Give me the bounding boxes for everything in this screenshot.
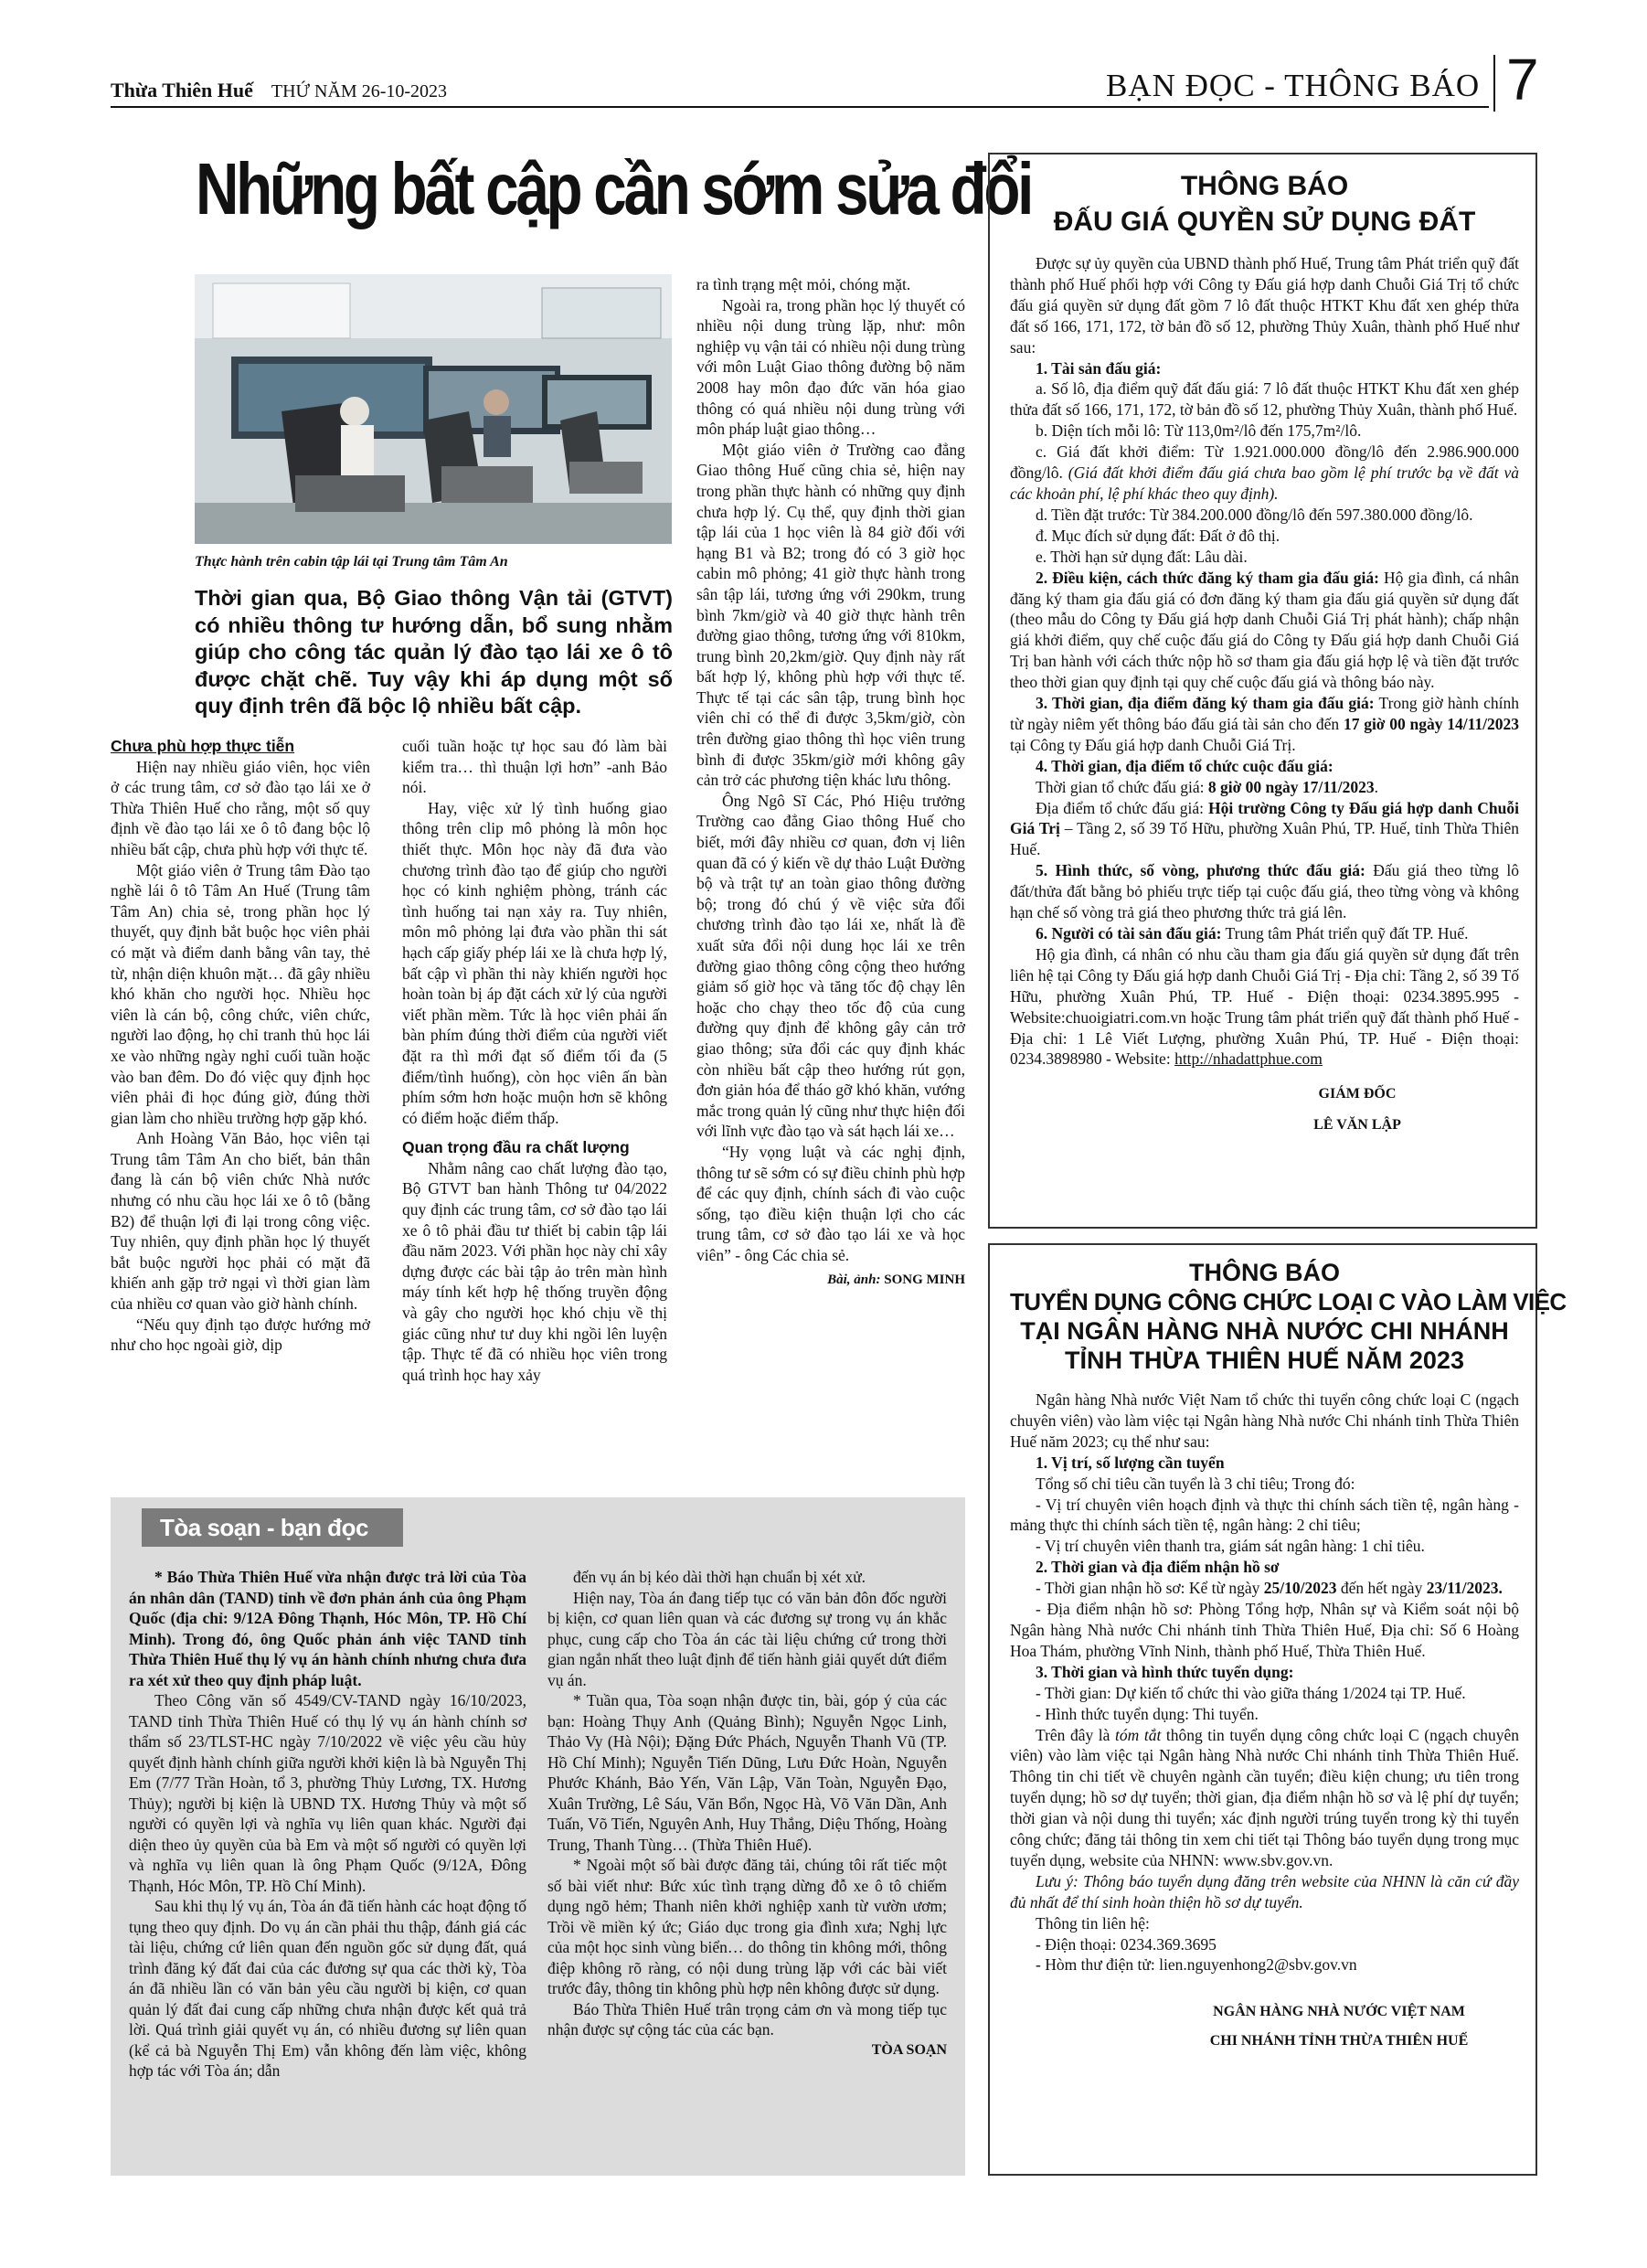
mailbox-left-column xyxy=(129,1567,526,2082)
article-paragraph: Một giáo viên ở Trung tâm Đào tạo nghề lái ô tô Tâm An Huế (Trung tâm Tâm An) chia sẻ, trong phần học lý thuyết, quy định bắt buộc học viên phải có mặt và điểm danh bằng vân tay, thẻ từ, nhận diện khuôn mặt… đã gây nhiều khó khăn cho người học. Nhiều học viên là cán bộ, công chức, viên chức, người lao động, họ chỉ tranh thủ học lái xe vào những ngày nghỉ cuối tuần hoặc vào ban đêm. Do đó việc quy định học viên phải đi học đúng giờ, đúng thời gian làm cho nhiều trường hợp gặp khó. xyxy=(111,860,370,1127)
land-auction-notice xyxy=(988,153,1537,1229)
notice2-s2-end-date: 23/11/2023. xyxy=(1426,1579,1503,1598)
notice2-s1-item-1: - Vị trí chuyên viên hoạch định và thực thi chính sách tiền tệ, ngân hàng - mảng thực thi chính sách tiền tệ, ngân hàng: 2 chỉ tiêu; xyxy=(1010,1495,1519,1535)
notice2-s3-item-2: - Hình thức tuyển dụng: Thi tuyển. xyxy=(1036,1704,1259,1723)
article-paragraph: Hay, việc xử lý tình huống giao thông trên clip mô phỏng là môn học thiết thực. Môn học này đã đưa vào chương trình đào tạo để giúp cho người học có kinh nghiệm phòng, tránh các tình huống tai nạn xảy ra. Tuy nhiên, môn mô phỏng lại đưa vào phần thi sát hạch cấp giấy phép lái xe là chưa hợp lý, bất cập vì phần thi này khiến người học hoàn toàn bị áp đặt cách xử lý của người viết phần mềm. Tức là học viên phải ấn bàn phím đúng thời điểm của người viết đặt ra thì mới đạt số điểm tối đa (5 điểm/tình huống), còn học viên ấn bàn phím sớm hơn hoặc muộn hơn sẽ không có điểm hoặc điểm thấp. xyxy=(402,798,667,1127)
mailbox-paragraph: Theo Công văn số 4549/CV-TAND ngày 16/10/2023, TAND tỉnh Thừa Thiên Huế có thụ lý vụ án hành chính sơ thẩm số 23/TLST-HC ngày 7/10/2022 về việc yêu cầu hủy quyết định hành chính giữa người khởi kiện là bà Nguyễn Thị Em (7/77 Trần Hoàn, tổ 3, phường Thủy Lương, TX. Hương Thủy); người bị kiện là UBND TX. Hương Thủy và một số người có quyền lợi và nghĩa vụ liên quan khác. Người đại diện theo ủy quyền của bà Em và một số người có quyền lợi và nghĩa vụ liên quan là ông Phạm Quốc (9/12A, Đông Thạnh, Hóc Môn, TP. Hồ Chí Minh). xyxy=(129,1691,526,1895)
notice1-s4-place-bold: Hội trường Công ty Đấu giá hợp danh Chuỗi Giá Trị xyxy=(1010,798,1520,838)
notice1-contact xyxy=(1010,944,1519,1070)
subhead-not-practical: Chưa phù hợp thực tiễn xyxy=(111,737,295,755)
notice1-intro: Được sự ủy quyền của UBND thành phố Huế, Trung tâm Phát triển quỹ đất thành phố Huế phối hợp với Công ty Đấu giá hợp danh Chuỗi Giá Trị tổ chức đấu giá quyền sử dụng đất gồm 7 lô đất thuộc HTKT Khu đất xen ghép thửa đất số 166, 171, 172, tờ bản đồ số 12, phường Thủy Xuân, thành phố Huế như sau: xyxy=(1010,254,1519,357)
notice2-note: Lưu ý: Thông báo tuyển dụng đăng trên website của NHNN là căn cứ đầy đủ nhất để thí sinh hoàn thiện hồ sơ dự tuyển. xyxy=(1010,1871,1519,1911)
notice2-sign-2: CHI NHÁNH TỈNH THỪA THIÊN HUẾ xyxy=(1209,2033,1469,2050)
article-lead: Thời gian qua, Bộ Giao thông Vận tải (GTVT) có nhiều thông tư hướng dẫn, bổ sung nhằm giúp cho công tác quản lý đào tạo lái xe ô tô được chặt chẽ. Tuy vậy khi áp dụng một số quy định trên đã bộc lộ nhiều bất cập. xyxy=(195,586,673,718)
article-paragraph: Một giáo viên ở Trường cao đẳng Giao thông Huế cũng chia sẻ, hiện nay trong phần thực hành có những quy định chưa hợp lý. Cụ thể, quy định thời gian tập lái của 1 học viên là 84 giờ đối với hạng B1 và B2; trong đó có 3 giờ học cabin mô phỏng; 41 giờ thực hành trong sân tập lái, tương ứng với 290km, trung bình 7km/giờ và 40 giờ thực hành trên đường giao thông, tương ứng với 810km, trung bình 20,2km/giờ. Quy định này rất bất hợp lý, không phù hợp với thực tế. Thực tế tại các sân tập, trung bình học viên chỉ có thể đi được 3,5km/giờ, còn trên đường giao thông thì học viên trung bình đi được 35km/giờ mới không gây cản trở các phương tiện khác lưu thông. xyxy=(696,440,965,790)
notice1-s4-time-value: 8 giờ 00 ngày 17/11/2023 xyxy=(1207,777,1375,796)
notice1-title-1: THÔNG BÁO xyxy=(1180,171,1349,201)
notice1-s6-body: Trung tâm Phát triển quỹ đất TP. Huế. xyxy=(1225,924,1469,942)
mailbox-sign: TÒA SOẠN xyxy=(871,2041,947,2058)
article-paragraph: Anh Hoàng Văn Bảo, học viên tại Trung tâm Tâm An cho biết, bản thân đang là cán bộ viên chức Nhà nước nhưng có nhu cầu học lái xe ô tô (bằng B2) để thuận lợi đi lại trong công việc. Tuy nhiên, quy định phần học lý thuyết bắt buộc người học phải có mặt đã khiến anh gặp trở ngại vì thời gian làm của nhiều cơ quan vào giờ hành chính. xyxy=(111,1129,370,1314)
masthead xyxy=(111,79,447,102)
notice1-s4-title: 4. Thời gian, địa điểm tổ chức cuộc đấu giá: xyxy=(1036,756,1334,775)
notice1-s4-place-label: Địa điểm tổ chức đấu giá: xyxy=(1036,798,1205,817)
notice2-summary xyxy=(1010,1725,1519,1871)
paper-name: Thừa Thiên Huế xyxy=(111,79,253,101)
recruitment-notice xyxy=(988,1243,1567,2176)
notice1-sign-title: GIÁM ĐỐC xyxy=(1318,1086,1397,1102)
notice1-contact-text: Hộ gia đình, cá nhân có nhu cầu tham gia đấu giá quyền sử dụng đất trên liên hệ tại Công ty Đấu giá hợp danh Chuỗi Giá Trị - Địa chỉ: Tầng 2, số 39 Tố Hữu, phường Xuân Phú, TP. Huế - Điện thoại: 0234.3895.995 - Website:chuoigiatri.com.vn hoặc Trung tâm phát triển quỹ đất thành phố Huế - Địa chỉ: 1 Lê Viết Lượng, phường Xuân Phú, TP. Huế - Điện thoại: 0234.3898980 - Website: xyxy=(1010,944,1519,1069)
notice2-s2-item-1 xyxy=(1010,1578,1519,1599)
mailbox-box xyxy=(111,1497,965,2176)
notice2-title-2: TUYỂN DỤNG CÔNG CHỨC LOẠI C VÀO LÀM VIỆC xyxy=(1010,1288,1567,1315)
mailbox-paragraph: đến vụ án bị kéo dài thời hạn chuẩn bị xét xử. xyxy=(573,1568,866,1586)
notice1-s2 xyxy=(1010,568,1519,693)
mailbox-right-column xyxy=(547,1567,947,2060)
notice1-s1-a: a. Số lô, địa điểm quỹ đất đấu giá: 7 lô đất thuộc HTKT Khu đất xen ghép thửa đất số 166, 171, 172, tờ bản đồ số 12, phường Thủy Xuân, thành phố Huế. xyxy=(1010,379,1519,420)
notice1-s1-c-text: c. Giá đất khởi điểm: Từ 1.921.000.000 đồng/lô đến 2.986.900.000 đồng/lô. xyxy=(1010,442,1519,483)
notice2-title-3: TẠI NGÂN HÀNG NHÀ NƯỚC CHI NHÁNH xyxy=(1020,1317,1509,1345)
issue-date: THỨ NĂM 26-10-2023 xyxy=(271,81,448,101)
byline-label: Bài, ảnh: xyxy=(827,1272,881,1287)
notice2-summary-italic: tóm tắt xyxy=(1115,1725,1162,1744)
notice2-s1-title: 1. Vị trí, số lượng cần tuyển xyxy=(1036,1453,1225,1472)
notice2-email: - Hòm thư điện tử: lien.nguyenhong2@sbv.gov.vn xyxy=(1036,1955,1357,1975)
header-divider-vertical xyxy=(1493,55,1495,112)
notice1-s3 xyxy=(1010,693,1519,756)
notice1-s1-title: 1. Tài sản đấu giá: xyxy=(1036,358,1162,378)
notice1-s4-place-tail: – Tầng 2, số 39 Tố Hữu, phường Xuân Phú, TP. Huế, tỉnh Thừa Thiên Huế. xyxy=(1010,819,1520,859)
mailbox-title: Tòa soạn - bạn đọc xyxy=(160,1514,368,1541)
article-column-3 xyxy=(696,274,965,1290)
article-paragraph: Ngoài ra, trong phần học lý thuyết có nhiều nội dung trùng lặp, như: môn nghiệp vụ vận tải có nhiều nội dung trùng với môn Luật Giao thông đường bộ năm 2008 hay môn đạo đức văn hóa giao thông có quá nhiều nội dung trùng với môn pháp luật giao thông… xyxy=(696,295,965,439)
notice1-s3-body: Trong giờ hành chính từ ngày niêm yết thông báo đấu giá tài sản cho đến xyxy=(1010,694,1520,733)
notice1-s1-dd: đ. Mục đích sử dụng đất: Đất ở đô thị. xyxy=(1036,526,1280,545)
notice1-s3-deadline: 17 giờ 00 ngày 14/11/2023 xyxy=(1343,714,1520,733)
notice1-s2-body: Hộ gia đình, cá nhân đăng ký tham gia đấu giá có đơn đăng ký tham gia đấu giá quyền sử dụng đất (theo mẫu do Công ty Đấu giá hợp danh Chuỗi Giá Trị phát hành); chấp nhận giá khởi điểm, quy chế cuộc đấu giá do Công ty Đấu giá hợp danh Chuỗi Giá Trị ban hành với cách thức nộp hồ sơ tham gia đấu giá hợp lệ và tiền đặt trước theo thời gian quy định tại quy chế cuộc đấu giá và thông báo này. xyxy=(1010,568,1520,692)
notice1-s5 xyxy=(1010,860,1519,923)
mailbox-paragraph: * Tuần qua, Tòa soạn nhận được tin, bài, góp ý của các bạn: Hoàng Thụy Anh (Quảng Bình); Nguyễn Ngọc Linh, Thảo Vy (Hà Nội); Đặng Đức Phách, Nguyễn Thanh Vũ (TP. Hồ Chí Minh); Nguyễn Tiến Dũng, Lưu Đức Hoàn, Nguyễn Phước Khánh, Bảo Yến, Văn Lập, Văn Toàn, Nguyễn Đạo, Xuân Trường, Lê Sáu, Văn Bổn, Ngọc Hà, Võ Văn Dần, Anh Tuấn, Võ Tiến, Nguyên Anh, Huy Thắng, Diệu Thống, Hoàng Trung, Thanh Tùng… (Thừa Thiên Huế). xyxy=(547,1691,947,1854)
notice2-s2-item-1-text: - Thời gian nhận hồ sơ: Kể từ ngày xyxy=(1036,1579,1260,1598)
notice1-s6-title: 6. Người có tài sản đấu giá: xyxy=(1036,924,1222,942)
notice2-s1-item-2: - Vị trí chuyên viên thanh tra, giám sát ngân hàng: 1 chỉ tiêu. xyxy=(1036,1537,1425,1556)
notice1-s1-c-note: (Giá đất khởi điểm đấu giá chưa bao gồm lệ phí trước bạ về đất và các khoản phí, lệ phí khác theo quy định). xyxy=(1010,463,1520,503)
notice2-s2-title: 2. Thời gian và địa điểm nhận hồ sơ xyxy=(1036,1558,1280,1577)
notice2-s2-start-date: 25/10/2023 xyxy=(1263,1579,1337,1598)
notice2-summary-b: thông tin tuyển dụng công chức loại C (ngạch chuyên viên) vào làm việc tại Ngân hàng Nhà nước Chi nhánh tỉnh Thừa Thiên Huế. Thông tin chi tiết về chuyên ngành cần tuyển; điều kiện chung; ưu tiên trong tuyển dụng; hồ sơ dự tuyển; thời gian, địa điểm nhận hồ sơ và lệ phí dự tuyển; thời gian và nội dung thi tuyển; xác định người trúng tuyển trong kỳ thi tuyển công chức; đăng tải thông tin xem chi tiết tại Thông báo tuyển dụng trong mục tuyển dụng, website của NHNN: www.sbv.gov.vn. xyxy=(1010,1725,1519,1869)
article-paragraph: Nhằm nâng cao chất lượng đào tạo, Bộ GTVT ban hành Thông tư 04/2022 quy định các trung tâm, cơ sở đào tạo lái xe ô tô phải đầu tư thiết bị cabin tập lái đầu năm 2023. Với phần học này chỉ xây dựng được các bài tập ảo trên màn hình máy tính kết hợp hệ thống truyền động và gây cho người học khó chịu về thị giác cũng như tư duy khi ngồi lên luyện tập. Thực tế đã có nhiều học viên trong quá trình học hay xảy xyxy=(402,1158,667,1384)
notice1-s3-tail: tại Công ty Đấu giá hợp danh Chuỗi Giá Trị. xyxy=(1010,735,1296,754)
photo-caption: Thực hành trên cabin tập lái tại Trung tâm Tâm An xyxy=(195,554,508,570)
mailbox-paragraph: * Ngoài một số bài được đăng tải, chúng tôi rất tiếc một số bài viết như: Bức xúc tình trạng dừng đỗ xe ô tô chiếm dụng ngõ hẻm; Thanh niên khởi nghiệp xanh từ vườn ươm; Trồi về miền ký ức; Giáo dục trong gia đình xưa; Nghị lực của một học sinh vùng biển… do thông tin không mới, thông điệp không rõ ràng, có nội dung trùng lặp với các bài viết trước đây, thông tin không phù hợp nên không được sử dụng. xyxy=(547,1856,947,1997)
notice1-sign-name: LÊ VĂN LẬP xyxy=(1313,1117,1401,1134)
notice2-s2-item-2: - Địa điểm nhận hồ sơ: Phòng Tổng hợp, Nhân sự và Kiểm soát nội bộ Ngân hàng Nhà nước Chi nhánh tỉnh Thừa Thiên Huế, Địa chỉ: Số 6 Hoàng Hoa Thám, phường Vĩnh Ninh, thành phố Huế, Thừa Thiên Huế. xyxy=(1010,1600,1519,1660)
mailbox-paragraph xyxy=(129,1567,526,1690)
article-paragraph: “Nếu quy định tạo được hướng mở như cho học ngoài giờ, dịp xyxy=(111,1315,370,1355)
notice1-website-link[interactable]: http://nhadattphue.com xyxy=(1174,1049,1323,1069)
article-column-1 xyxy=(111,736,370,1356)
notice2-title-1: THÔNG BÁO xyxy=(1189,1259,1340,1286)
mailbox-title-bar xyxy=(142,1508,403,1547)
notice1-s4-time: Thời gian tổ chức đấu giá: 8 giờ 00 ngày 17/11/2023. xyxy=(1036,777,1378,796)
notice1-s5-body: Đấu giá theo từng lô đất/thửa đất bằng bỏ phiếu trực tiếp tại cuộc đấu giá, theo từng vòng và không hạn chế số vòng trả giá theo phương thức trả giá lên. xyxy=(1010,861,1520,922)
notice1-s1-c xyxy=(1010,442,1519,505)
mailbox-paragraph: Báo Thừa Thiên Huế trân trọng cảm ơn và mong tiếp tục nhận được sự cộng tác của các bạn. xyxy=(547,1999,947,2039)
notice2-s3-item-1: - Thời gian: Dự kiến tổ chức thi vào giữa tháng 1/2024 tại TP. Huế. xyxy=(1036,1683,1466,1702)
header-rule xyxy=(111,106,1489,108)
article-paragraph: Ông Ngô Sĩ Các, Phó Hiệu trưởng Trường cao đẳng Giao thông Huế cho biết, mới đây nhiều cơ quan, đơn vị liên quan đã có ý kiến về dự thảo Luật Đường bộ và trật tự an toàn giao thông đường bộ; trong đó chú ý về việc sửa đổi chương trình đào tạo lái xe, nhất là đề xuất sửa đổi nội dung học lái xe trên đường giao thông công cộng theo hướng giảm số giờ học và tăng tốc độ chạy lên hoặc cho chạy theo tốc độ của cung đường quy định để không gây cản trở giao thông; sửa đổi các quy định khác còn nhiều bất cập theo hướng rút gọn, đơn giản hóa để tháo gỡ khó khăn, vướng mắc trong quản lý cũng như thực hiện đối với lĩnh vực đào tạo và sát hạch lái xe… xyxy=(696,791,965,1141)
article-paragraph: Hiện nay nhiều giáo viên, học viên ở các trung tâm, cơ sở đào tạo lái xe ở Thừa Thiên Huế cho rằng, một số quy định về đào tạo lái xe ô tô đang bộc lộ nhiều bất cập, chưa phù hợp với thực tế. xyxy=(111,757,370,858)
notice1-s1-e: e. Thời hạn sử dụng đất: Lâu dài. xyxy=(1036,547,1248,566)
byline xyxy=(696,1270,965,1291)
byline-name: SONG MINH xyxy=(884,1272,965,1287)
section-title: BẠN ĐỌC - THÔNG BÁO xyxy=(1106,68,1481,103)
notice1-title-2: ĐẤU GIÁ QUYỀN SỬ DỤNG ĐẤT xyxy=(1053,207,1476,237)
page-number: 7 xyxy=(1506,47,1539,112)
driving-simulator-illustration xyxy=(195,274,672,544)
notice1-s2-title: 2. Điều kiện, cách thức đăng ký tham gia đấu giá: xyxy=(1036,568,1379,587)
article-paragraph: cuối tuần hoặc tự học sau đó làm bài kiểm tra… thì thuận lợi hơn” -anh Bảo nói. xyxy=(402,737,667,797)
article-paragraph: “Hy vọng luật và các nghị định, thông tư sẽ sớm có sự điều chỉnh phù hợp để các quy định, chính sách đi vào cuộc sống, tạo điều kiện thuận lợi cho các trung tâm, cơ sở đào tạo lái xe và học viên” - ông Các chia sẻ. xyxy=(696,1142,965,1264)
subhead-quality-output: Quan trọng đầu ra chất lượng xyxy=(402,1138,630,1157)
notice2-contact-title: Thông tin liên hệ: xyxy=(1036,1913,1150,1933)
notice1-s4-place xyxy=(1010,798,1519,861)
notice1-s1-b: b. Diện tích mỗi lô: Từ 113,0m²/lô đến 175,7m²/lô. xyxy=(1036,421,1362,441)
article-photo xyxy=(195,274,672,544)
notice1-s3-title: 3. Thời gian, địa điểm đăng ký tham gia đấu giá: xyxy=(1036,694,1375,713)
mailbox-paragraph: Hiện nay, Tòa án đang tiếp tục có văn bản đôn đốc người bị kiện, cơ quan liên quan và các đương sự trong vụ án khắc phục, cung cấp cho Tòa án các tài liệu chứng cứ trong thời gian ngắn nhất theo luật định để tiến hành giải quyết dứt điểm vụ án. xyxy=(547,1588,947,1689)
notice2-sign-1: NGÂN HÀNG NHÀ NƯỚC VIỆT NAM xyxy=(1213,2004,1465,2020)
notice2-summary-a: Trên đây là xyxy=(1036,1725,1110,1744)
mailbox-paragraph: Sau khi thụ lý vụ án, Tòa án đã tiến hành các hoạt động tố tụng theo quy định. Do vụ án cần phải thu thập, đánh giá các tài liệu, chứng cứ liên quan đến nguồn gốc sử dụng đất, quá trình đăng ký đất đai của các đương sự qua các thời kỳ, Tòa án đã nhiều lần có văn bản yêu cầu người bị kiện, cơ quan quản lý đất đai cung cấp những chưa nhận được kết quả trả lời. Quá trình giải quyết vụ án, có nhiều đương sự liên quan (kể cả bà Nguyễn Thị Em) vẫn không đến làm việc, không hợp tác với Tòa án; dẫn xyxy=(129,1897,526,2080)
article-paragraph: ra tình trạng mệt mỏi, chóng mặt. xyxy=(696,275,911,293)
notice1-s1-d: d. Tiền đặt trước: Từ 384.200.000 đồng/lô đến 597.380.000 đồng/lô. xyxy=(1036,505,1473,524)
notice2-phone: - Điện thoại: 0234.369.3695 xyxy=(1036,1934,1217,1954)
notice2-title-4: TỈNH THỪA THIÊN HUẾ NĂM 2023 xyxy=(1065,1347,1464,1374)
notice1-s4-time-label: Thời gian tổ chức đấu giá: xyxy=(1036,777,1205,796)
notice2-s2-item-1-mid: đến hết ngày xyxy=(1340,1579,1423,1598)
notice2-s3-title: 3. Thời gian và hình thức tuyển dụng: xyxy=(1036,1662,1294,1681)
notice2-s1-body: Tổng số chỉ tiêu cần tuyển là 3 chỉ tiêu; Trong đó: xyxy=(1036,1474,1355,1493)
notice1-s5-title: 5. Hình thức, số vòng, phương thức đấu giá: xyxy=(1036,861,1365,880)
headline: Những bất cập cần sớm sửa đổi xyxy=(196,148,1032,229)
notice2-intro: Ngân hàng Nhà nước Việt Nam tổ chức thi tuyển công chức loại C (ngạch chuyên viên) vào làm việc tại Ngân hàng Nhà nước Chi nhánh tỉnh Thừa Thiên Huế năm 2023; cụ thể như sau: xyxy=(1010,1390,1519,1451)
mailbox-lead: * Báo Thừa Thiên Huế vừa nhận được trả lời của Tòa án nhân dân (TAND) tỉnh về đơn phản ánh của ông Phạm Quốc (địa chỉ: 9/12A Đông Thạnh, Hóc Môn, TP. Hồ Chí Minh). Trong đó, ông Quốc phản ánh việc TAND tỉnh Thừa Thiên Huế thụ lý vụ án hành chính nhưng chưa đưa ra xét xử theo quy định pháp luật. xyxy=(129,1568,526,1689)
notice1-s6 xyxy=(1010,923,1519,944)
article-column-2 xyxy=(402,736,667,1385)
